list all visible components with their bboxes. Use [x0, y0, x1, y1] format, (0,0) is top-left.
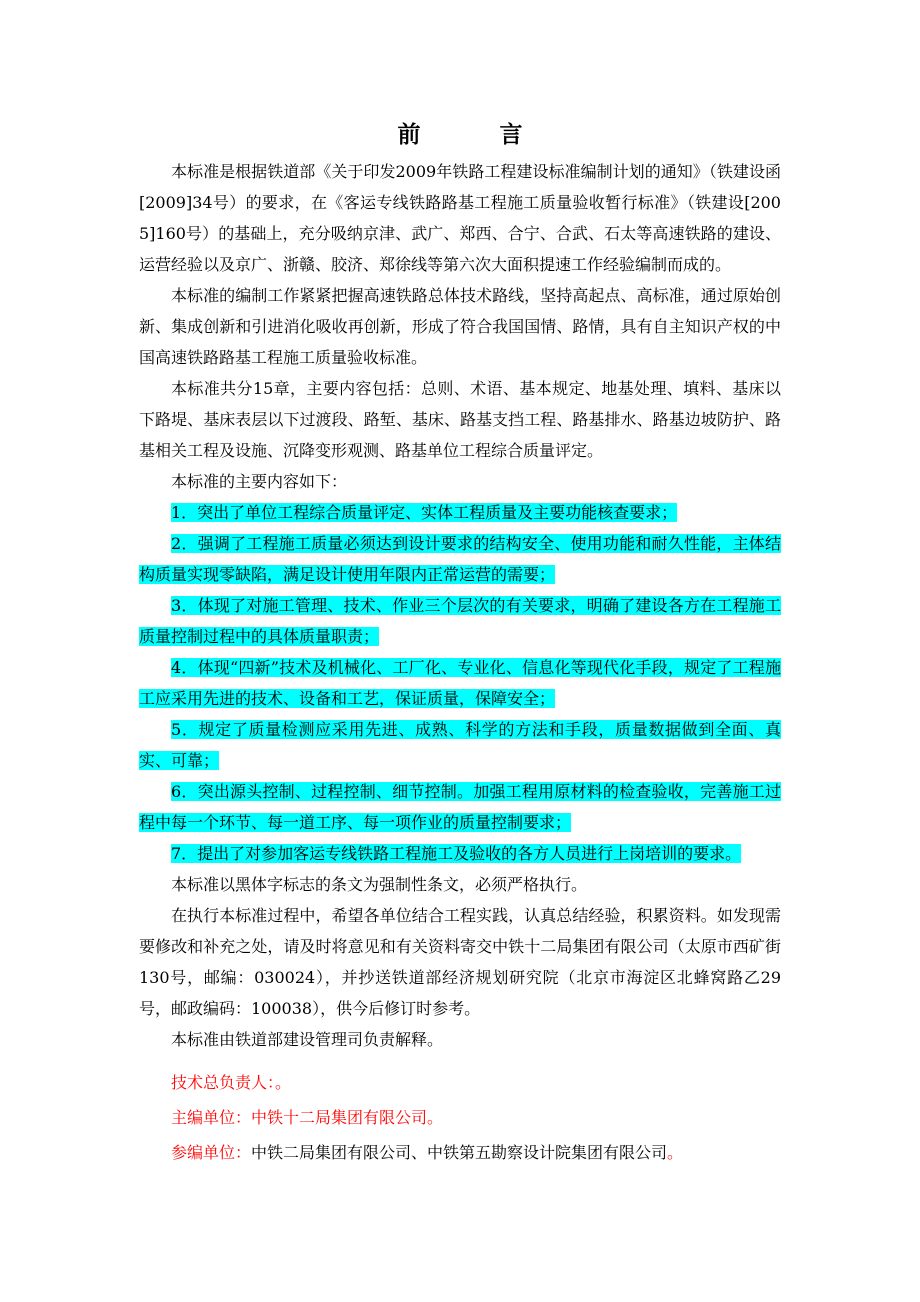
co-editor-line	[139, 1135, 781, 1170]
highlighted-item-6	[139, 776, 781, 838]
highlighted-item-4	[139, 652, 781, 714]
highlighted-item-1	[139, 497, 781, 528]
highlighted-item-text: 2．强调了工程施工质量必须达到设计要求的结构安全、使用功能和耐久性能，主体结构质量实现零缺陷，满足设计使用年限内正常运营的需要；	[139, 534, 781, 584]
chief-editor-label: 主编单位：	[171, 1108, 252, 1127]
highlighted-item-text: 6．突出源头控制、过程控制、细节控制。加强工程用原材料的检查验收，完善施工过程中每一个环节、每一道工序、每一项作业的质量控制要求；	[139, 782, 781, 832]
highlighted-item-text: 3．体现了对施工管理、技术、作业三个层次的有关要求，明确了建设各方在工程施工质量控制过程中的具体质量职责；	[139, 596, 781, 646]
highlighted-item-text: 7．提出了对参加客运专线铁路工程施工及验收的各方人员进行上岗培训的要求。	[171, 844, 742, 863]
co-editor-end: 。	[667, 1143, 684, 1162]
chief-editor-line	[139, 1100, 781, 1135]
intro-paragraph-3: 本标准共分15章，主要内容包括：总则、术语、基本规定、地基处理、填料、基床以下路堤、基床表层以下过渡段、路堑、基床、路基支挡工程、路基排水、路基边坡防护、路基相关工程及设施、沉降变形观测、路基单位工程综合质量评定。	[139, 379, 781, 460]
page-title: 前 言	[397, 122, 551, 148]
highlighted-item-7	[139, 838, 781, 869]
co-editor-label: 参编单位：	[171, 1143, 252, 1162]
intro-paragraph-2: 本标准的编制工作紧紧把握高速铁路总体技术路线，坚持高起点、高标准，通过原始创新、集成创新和引进消化吸收再创新，形成了符合我国国情、路情，具有自主知识产权的中国高速铁路路基工程施工质量验收标准。	[139, 286, 781, 367]
closing-paragraph-2: 在执行本标准过程中，希望各单位结合工程实践，认真总结经验，积累资料。如发现需要修改和补充之处，请及时将意见和有关资料寄交中铁十二局集团有限公司（太原市西矿街130号，邮编：030024），并抄送铁道部经济规划研究院（北京市海淀区北蜂窝路乙29号，邮政编码：100038），供今后修订时参考。	[139, 906, 781, 1018]
tech-lead-line	[139, 1065, 781, 1100]
intro-paragraph-1: 本标准是根据铁道部《关于印发2009年铁路工程建设标准编制计划的通知》（铁建设函[2009]34号）的要求，在《客运专线铁路路基工程施工质量验收暂行标准》（铁建设[2005]160号）的基础上，充分吸纳京津、武广、郑西、合宁、合武、石太等高速铁路的建设、运营经验以及京广、浙赣、胶济、郑徐线等第六次大面积提速工作经验编制而成的。	[139, 162, 781, 274]
highlighted-item-text: 5．规定了质量检测应采用先进、成熟、科学的方法和手段，质量数据做到全面、真实、可靠；	[139, 720, 781, 770]
closing-paragraph-3: 本标准由铁道部建设管理司负责解释。	[171, 1030, 444, 1049]
chief-editor-value: 中铁十二局集团有限公司。	[251, 1108, 444, 1127]
highlighted-item-text: 1．突出了单位工程综合质量评定、实体工程质量及主要功能核查要求；	[171, 503, 678, 522]
highlighted-item-3	[139, 590, 781, 652]
highlighted-item-2	[139, 528, 781, 590]
intro-paragraph-4: 本标准的主要内容如下：	[171, 472, 348, 491]
closing-paragraph-1: 本标准以黑体字标志的条文为强制性条文，必须严格执行。	[171, 875, 588, 894]
credits-section	[139, 1065, 781, 1170]
highlighted-item-text: 4．体现“四新”技术及机械化、工厂化、专业化、信息化等现代化手段，规定了工程施工应采用先进的技术、设备和工艺，保证质量，保障安全；	[139, 658, 781, 708]
document-page	[139, 118, 781, 1170]
tech-lead-label: 技术总负责人：	[171, 1073, 276, 1092]
co-editor-value: 中铁二局集团有限公司、中铁第五勘察设计院集团有限公司	[251, 1143, 668, 1162]
tech-lead-value: 。	[275, 1073, 292, 1092]
highlighted-item-5	[139, 714, 781, 776]
